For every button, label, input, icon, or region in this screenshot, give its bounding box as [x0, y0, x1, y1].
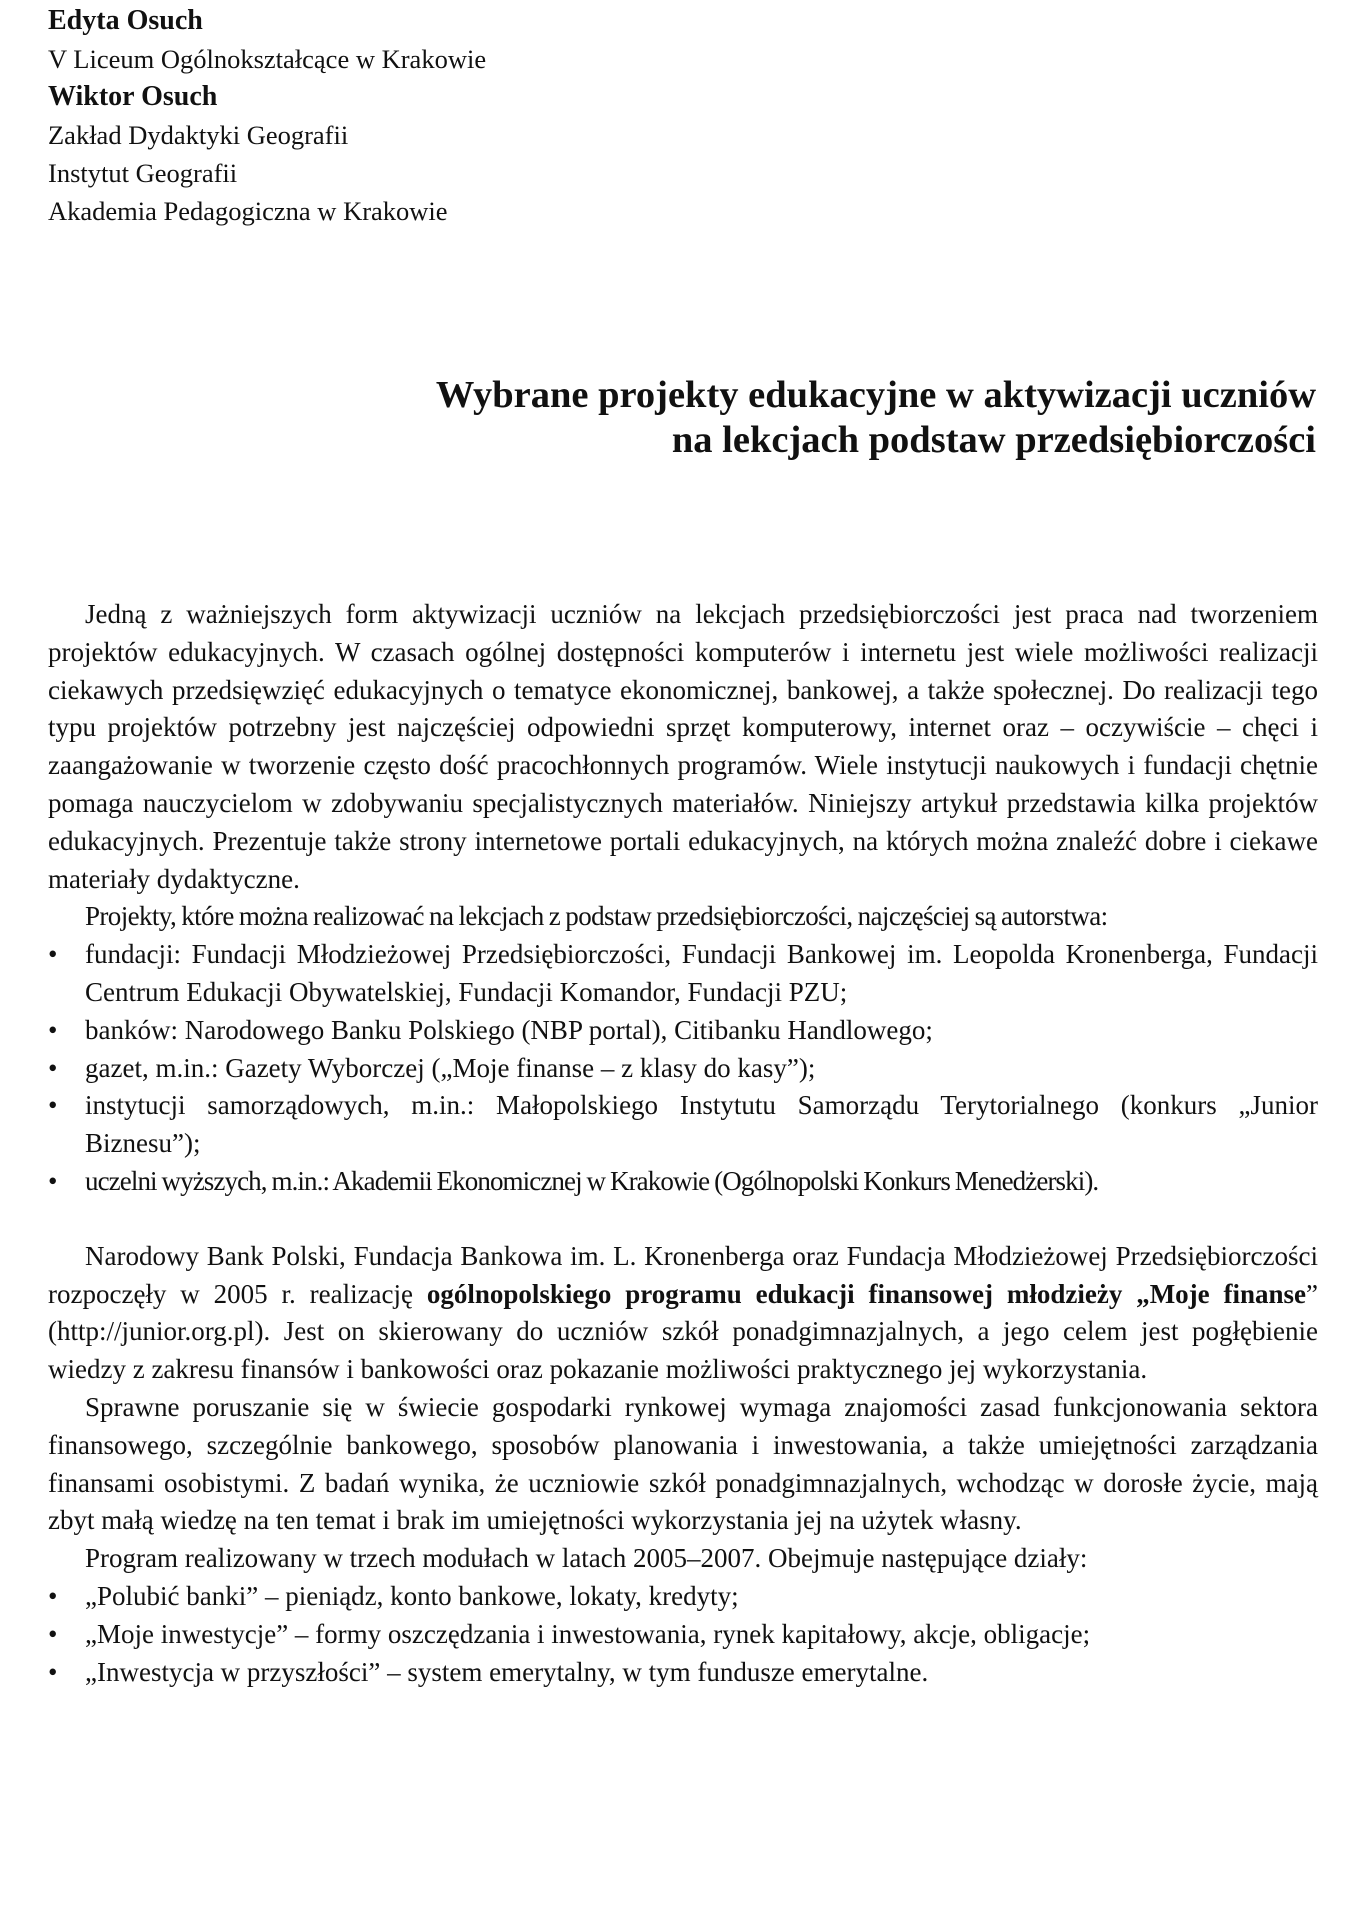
bullet-marker: • [48, 1165, 57, 1196]
list-item-text: banków: Narodowego Banku Polskiego (NBP portal), Citibanku Handlowego; [85, 1014, 933, 1045]
bullet-marker: • [48, 1580, 58, 1611]
author-affiliation: Zakład Dydaktyki Geografii [48, 120, 349, 150]
paragraph: Jedną z ważniejszych form aktywizacji uczniów na lekcjach przedsiębiorczości jest praca nad tworzeniem projektów edukacyjnych. W czasach ogólnej dostępności komputerów i internetu jest wiele możliwości realizacji ciekawych przedsięwzięć edukacyjnych o tematyce ekonomicznej, bankowej, a także społecznej. Do realizacji tego typu projektów potrzebny jest najczęściej odpowiedni sprzęt komputerowy, internet oraz – oczywiście – chęci i zaangażowanie w tworzenie często dość pracochłonnych programów. Wiele instytucji naukowych i fundacji chętnie pomaga nauczycielom w zdobywaniu specjalistycznych materiałów. Niniejszy artykuł przedstawia kilka projektów edukacyjnych. Prezentuje także strony internetowe portali edukacyjnych, na których można znaleźć dobre i ciekawe materiały dydaktyczne. [48, 599, 1318, 894]
list-item-text: „Polubić banki” – pieniądz, konto bankowe, lokaty, kredyty; [85, 1580, 739, 1611]
author-block [48, 2, 1318, 230]
list-item-text: „Moje inwestycje” – formy oszczędzania i inwestowania, rynek kapitałowy, akcje, obligacje; [85, 1618, 1091, 1649]
author-affiliation: Instytut Geografii [48, 158, 238, 188]
paragraph: Sprawne poruszanie się w świecie gospodarki rynkowej wymaga znajomości zasad funkcjonowania sektora finansowego, szczególnie bankowego, sposobów planowania i inwestowania, a także umiejętności zarządzania finansami osobistymi. Z badań wynika, że uczniowie szkół ponadgimnazjalnych, wchodząc w dorosłe życie, mają zbyt małą wiedzę na ten temat i brak im umiejętności wykorzystania jej na użytek własny. [48, 1391, 1318, 1536]
paper-title [48, 373, 1318, 463]
list-item [48, 1087, 1318, 1163]
bullet-marker: • [48, 1090, 58, 1121]
author-name: Wiktor Osuch [48, 81, 218, 112]
bullet-marker: • [48, 939, 58, 970]
list-item [48, 1578, 1318, 1616]
list-item [48, 1163, 1318, 1201]
list-item-text: fundacji: Fundacji Młodzieżowej Przedsiębiorczości, Fundacji Bankowej im. Leopolda Kronenberga, Fundacji Centrum Edukacji Obywatelskiej, Fundacji Komandor, Fundacji PZU; [85, 939, 1318, 1007]
bullet-list [48, 936, 1318, 1201]
title-line: Wybrane projekty edukacyjne w aktywizacji uczniów [435, 374, 1316, 416]
list-item-text: instytucji samorządowych, m.in.: Małopolskiego Instytutu Samorządu Terytorialnego (konkurs „Junior Biznesu”); [85, 1090, 1318, 1159]
list-item [48, 1654, 1318, 1692]
bullet-marker: • [48, 1618, 58, 1649]
paragraph [48, 1238, 1318, 1389]
author-name: Edyta Osuch [48, 5, 203, 36]
list-item [48, 1012, 1318, 1050]
paragraph-text: ” (http://junior.org.pl). Jest on skierowany do uczniów szkół ponadgimnazjalnych, a jego celem jest pogłębienie wiedzy z zakresu finansów i bankowości oraz pokazanie możliwości praktycznego jej wykorzystania. [48, 1278, 1319, 1385]
document-page [48, 0, 1318, 1691]
bullet-marker: • [48, 1656, 58, 1687]
author-affiliation: Akademia Pedagogiczna w Krakowie [48, 196, 448, 226]
paragraph: Projekty, które można realizować na lekcjach z podstaw przedsiębiorczości, najczęściej są autorstwa: [85, 901, 1108, 932]
bullet-marker: • [48, 1014, 58, 1045]
author-affiliation: V Liceum Ogólnokształcące w Krakowie [48, 44, 487, 74]
program-name: ogólnopolskiego programu edukacji finansowej młodzieży „Moje finanse [426, 1278, 1307, 1309]
list-item [48, 1050, 1318, 1088]
bullet-marker: • [48, 1052, 58, 1083]
list-item [48, 1616, 1318, 1654]
paragraph-text: Narodowy Bank Polski, Fundacja Bankowa im. L. Kronenberga oraz Fundacja Młodzieżowej Przedsiębiorczości rozpoczęły w 2005 r. realizację [48, 1240, 1318, 1309]
bullet-list [48, 1578, 1318, 1691]
list-item-text: uczelni wyższych, m.in.: Akademii Ekonomicznej w Krakowie (Ogólnopolski Konkurs Menedżerski). [85, 1165, 1099, 1196]
paragraph: Program realizowany w trzech modułach w latach 2005–2007. Obejmuje następujące działy: [85, 1543, 1088, 1574]
list-item-text: „Inwestycja w przyszłości” – system emerytalny, w tym fundusze emerytalne. [85, 1656, 929, 1687]
list-item-text: gazet, m.in.: Gazety Wyborczej („Moje finanse – z klasy do kasy”); [85, 1052, 816, 1083]
title-line: na lekcjach podstaw przedsiębiorczości [671, 419, 1316, 461]
article-body [48, 596, 1318, 1691]
list-item [48, 936, 1318, 1012]
